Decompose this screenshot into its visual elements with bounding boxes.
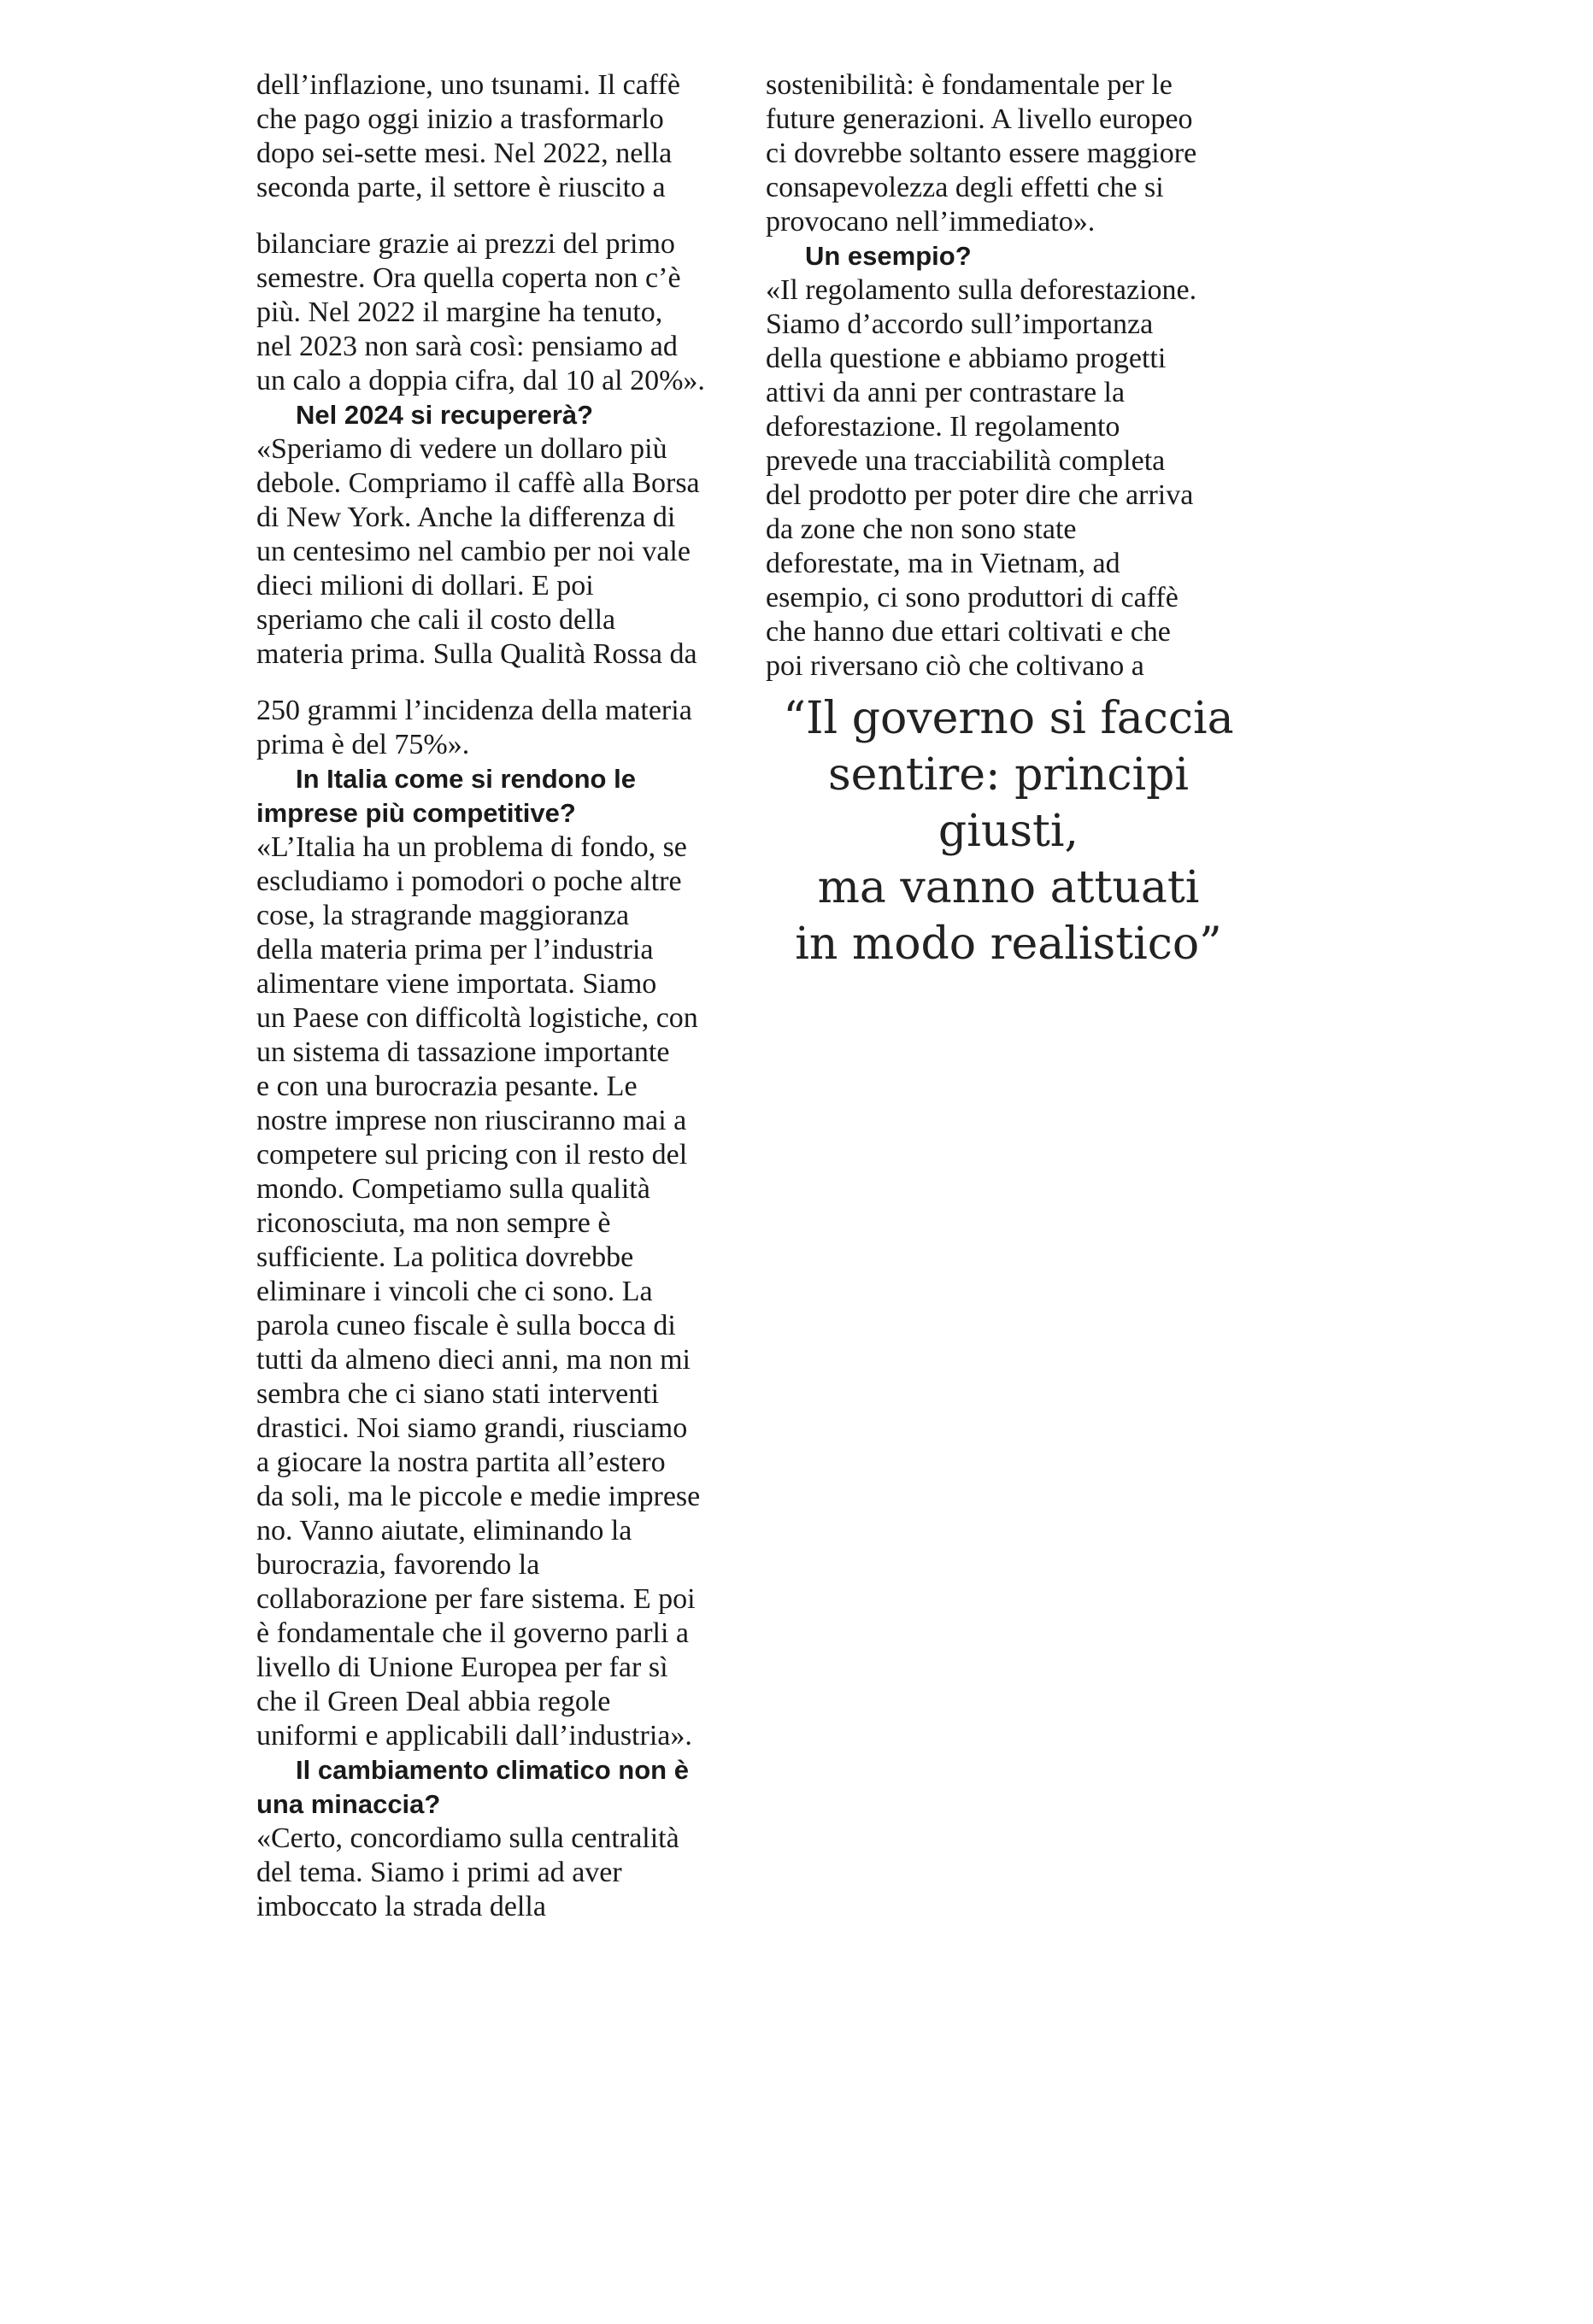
pull-quote [752,690,1265,972]
body-line: un Paese con difficoltà logistiche, con [256,1002,698,1034]
body-line: materia prima. Sulla Qualità Rossa da [256,638,697,670]
body-line: dieci milioni di dollari. E poi [256,570,594,602]
body-line: no. Vanno aiutate, eliminando la [256,1515,632,1546]
body-line: sufficiente. La politica dovrebbe [256,1241,634,1273]
body-line: provocano nell’immediato». [766,206,1096,238]
body-line: escludiamo i pomodori o poche altre [256,866,682,897]
body-line: collaborazione per fare sistema. E poi [256,1583,696,1615]
body-line: parola cuneo fiscale è sulla bocca di [256,1310,676,1341]
body-line: «Speriamo di vedere un dollaro più [256,433,667,465]
interview-question: In Italia come si rendono le [296,764,636,794]
body-line: «Certo, concordiamo sulla centralità [256,1822,679,1854]
cropped-line-top [256,44,735,62]
interview-question: imprese più competitive? [256,798,576,828]
body-line: è fondamentale che il governo parli a [256,1617,689,1649]
body-line: dopo sei-sette mesi. Nel 2022, nella [256,138,673,169]
body-line: consapevolezza degli effetti che si [766,172,1164,203]
cropped-line-top [766,44,1244,62]
body-line: nostre imprese non riusciranno mai a [256,1105,687,1136]
body-line: seconda parte, il settore è riuscito a [256,172,666,203]
pull-quote-line: in modo realistico” [795,918,1222,970]
body-line: alimentare viene importata. Siamo [256,968,657,1000]
body-line: che il Green Deal abbia regole [256,1686,611,1717]
body-line: che hanno due ettari coltivati e che [766,616,1171,648]
interview-question: Il cambiamento climatico non è [296,1755,689,1785]
body-line: sembra che ci siano stati interventi [256,1378,660,1410]
body-line: un calo a doppia cifra, dal 10 al 20%». [256,365,705,396]
body-line: debole. Compriamo il caffè alla Borsa [256,467,700,499]
body-line: Siamo d’accordo sull’importanza [766,308,1154,340]
body-line: sostenibilità: è fondamentale per le [766,69,1173,101]
body-line: prima è del 75%». [256,729,470,760]
body-line: drastici. Noi siamo grandi, riusciamo [256,1412,688,1444]
body-line: un sistema di tassazione importante [256,1036,670,1068]
interview-question: Nel 2024 si recupererà? [296,400,594,430]
body-line: semestre. Ora quella coperta non c’è [256,262,681,294]
body-line: deforestazione. Il regolamento [766,411,1120,443]
body-line: prevede una tracciabilità completa [766,445,1166,477]
body-line: cose, la stragrande maggioranza [256,900,630,931]
body-line: competere sul pricing con il resto del [256,1139,688,1171]
body-line: di New York. Anche la differenza di [256,502,676,533]
body-line: uniformi e applicabili dall’industria». [256,1720,692,1752]
body-line: «L’Italia ha un problema di fondo, se [256,831,687,863]
body-line: esempio, ci sono produttori di caffè [766,582,1179,613]
body-line: attivi da anni per contrastare la [766,377,1126,408]
body-line: della questione e abbiamo progetti [766,343,1167,374]
body-line: poi riversano ciò che coltivano a [766,650,1144,682]
interview-question: Un esempio? [805,241,972,271]
body-line: mondo. Competiamo sulla qualità [256,1173,650,1205]
body-line: un centesimo nel cambio per noi vale [256,536,691,567]
body-line: dell’inflazione, uno tsunami. Il caffè [256,69,680,101]
body-line: da soli, ma le piccole e medie imprese [256,1481,701,1512]
pull-quote-line: sentire: principi giusti, [827,749,1190,857]
body-line: del tema. Siamo i primi ad aver [256,1857,622,1888]
pull-quote-line: “Il governo si faccia [783,693,1234,744]
body-line: speriamo che cali il costo della [256,604,616,636]
body-line: e con una burocrazia pesante. Le [256,1071,638,1102]
right-article-column [766,51,1244,684]
body-line: future generazioni. A livello europeo [766,103,1193,135]
left-article-column [256,51,735,1924]
body-line: deforestate, ma in Vietnam, ad [766,548,1120,579]
body-line: imboccato la strada della [256,1891,546,1922]
body-line: bilanciare grazie ai prezzi del primo [256,228,675,260]
body-line: della materia prima per l’industria [256,934,654,965]
body-line: eliminare i vincoli che ci sono. La [256,1276,653,1307]
body-line: a giocare la nostra partita all’estero [256,1447,666,1478]
body-line: riconosciuta, ma non sempre è [256,1207,611,1239]
body-line: nel 2023 non sarà così: pensiamo ad [256,331,678,362]
body-line: che pago oggi inizio a trasformarlo [256,103,664,135]
body-line: più. Nel 2022 il margine ha tenuto, [256,296,663,328]
body-line: ci dovrebbe soltanto essere maggiore [766,138,1197,169]
body-line: tutti da almeno dieci anni, ma non mi [256,1344,691,1376]
body-line: «Il regolamento sulla deforestazione. [766,274,1197,306]
body-line: del prodotto per poter dire che arriva [766,479,1194,511]
body-line: burocrazia, favorendo la [256,1549,540,1581]
pull-quote-line: ma vanno attuati [817,862,1200,913]
body-line: 250 grammi l’incidenza della materia [256,695,692,726]
body-line: da zone che non sono state [766,514,1077,545]
body-line: livello di Unione Europea per far sì [256,1652,668,1683]
interview-question: una minaccia? [256,1789,441,1819]
